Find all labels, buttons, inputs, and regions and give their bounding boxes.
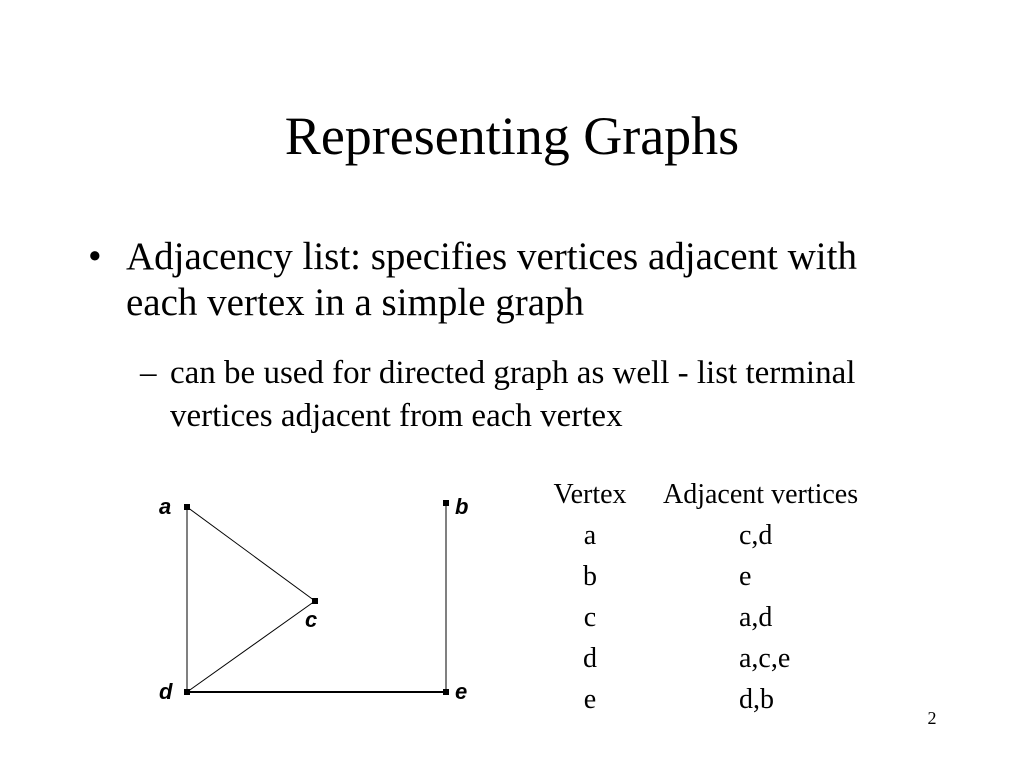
vertex-b-label: b	[455, 494, 469, 519]
vertex-a-label: a	[159, 494, 172, 519]
bullet-text: Adjacency list: specifies vertices adjacent with each vertex in a simple graph	[126, 235, 857, 324]
table-cell-vertex: c	[583, 602, 597, 633]
vertex-d-dot	[184, 689, 190, 695]
table-cell-vertex: a	[583, 520, 597, 551]
table-cell-vertex: e	[583, 684, 597, 715]
table-cell-adjacent: d,b	[739, 684, 774, 715]
edge-a-c	[187, 507, 315, 601]
sub-bullet-marker: –	[140, 355, 157, 391]
table-row	[525, 638, 858, 679]
edge-c-d	[187, 601, 318, 692]
vertex-e-label: e	[455, 679, 468, 704]
graph-diagram	[150, 485, 490, 710]
vertex-a-dot	[184, 504, 190, 510]
vertex-c-dot	[312, 598, 318, 604]
table-cell-adjacent: e	[739, 561, 752, 592]
table-cell-adjacent: c,d	[739, 520, 773, 551]
adjacency-table	[525, 474, 858, 720]
table-row	[525, 556, 858, 597]
vertex-c-label: c	[305, 607, 318, 632]
page-number: 2	[927, 708, 937, 728]
table-row	[525, 515, 858, 556]
table-header-row	[525, 474, 858, 515]
bullet-marker: •	[88, 235, 102, 278]
sub-bullet-text: can be used for directed graph as well - list terminal vertices adjacent from each vertex	[170, 355, 856, 434]
slide-title: Representing Graphs	[284, 106, 740, 166]
table-header-adjacent: Adjacent vertices	[663, 479, 859, 510]
vertex-b-dot	[443, 500, 449, 506]
graph-svg	[150, 485, 490, 710]
table-row	[525, 597, 858, 638]
table-cell-vertex: d	[583, 643, 597, 674]
table-cell-vertex: b	[583, 561, 597, 592]
table-header-vertex: Vertex	[553, 479, 627, 510]
graph-edges	[187, 503, 446, 692]
table-row	[525, 679, 858, 720]
vertex-e-dot	[443, 689, 449, 695]
vertex-d-label: d	[159, 679, 173, 704]
table-cell-adjacent: a,d	[739, 602, 773, 633]
table-cell-adjacent: a,c,e	[739, 643, 791, 674]
